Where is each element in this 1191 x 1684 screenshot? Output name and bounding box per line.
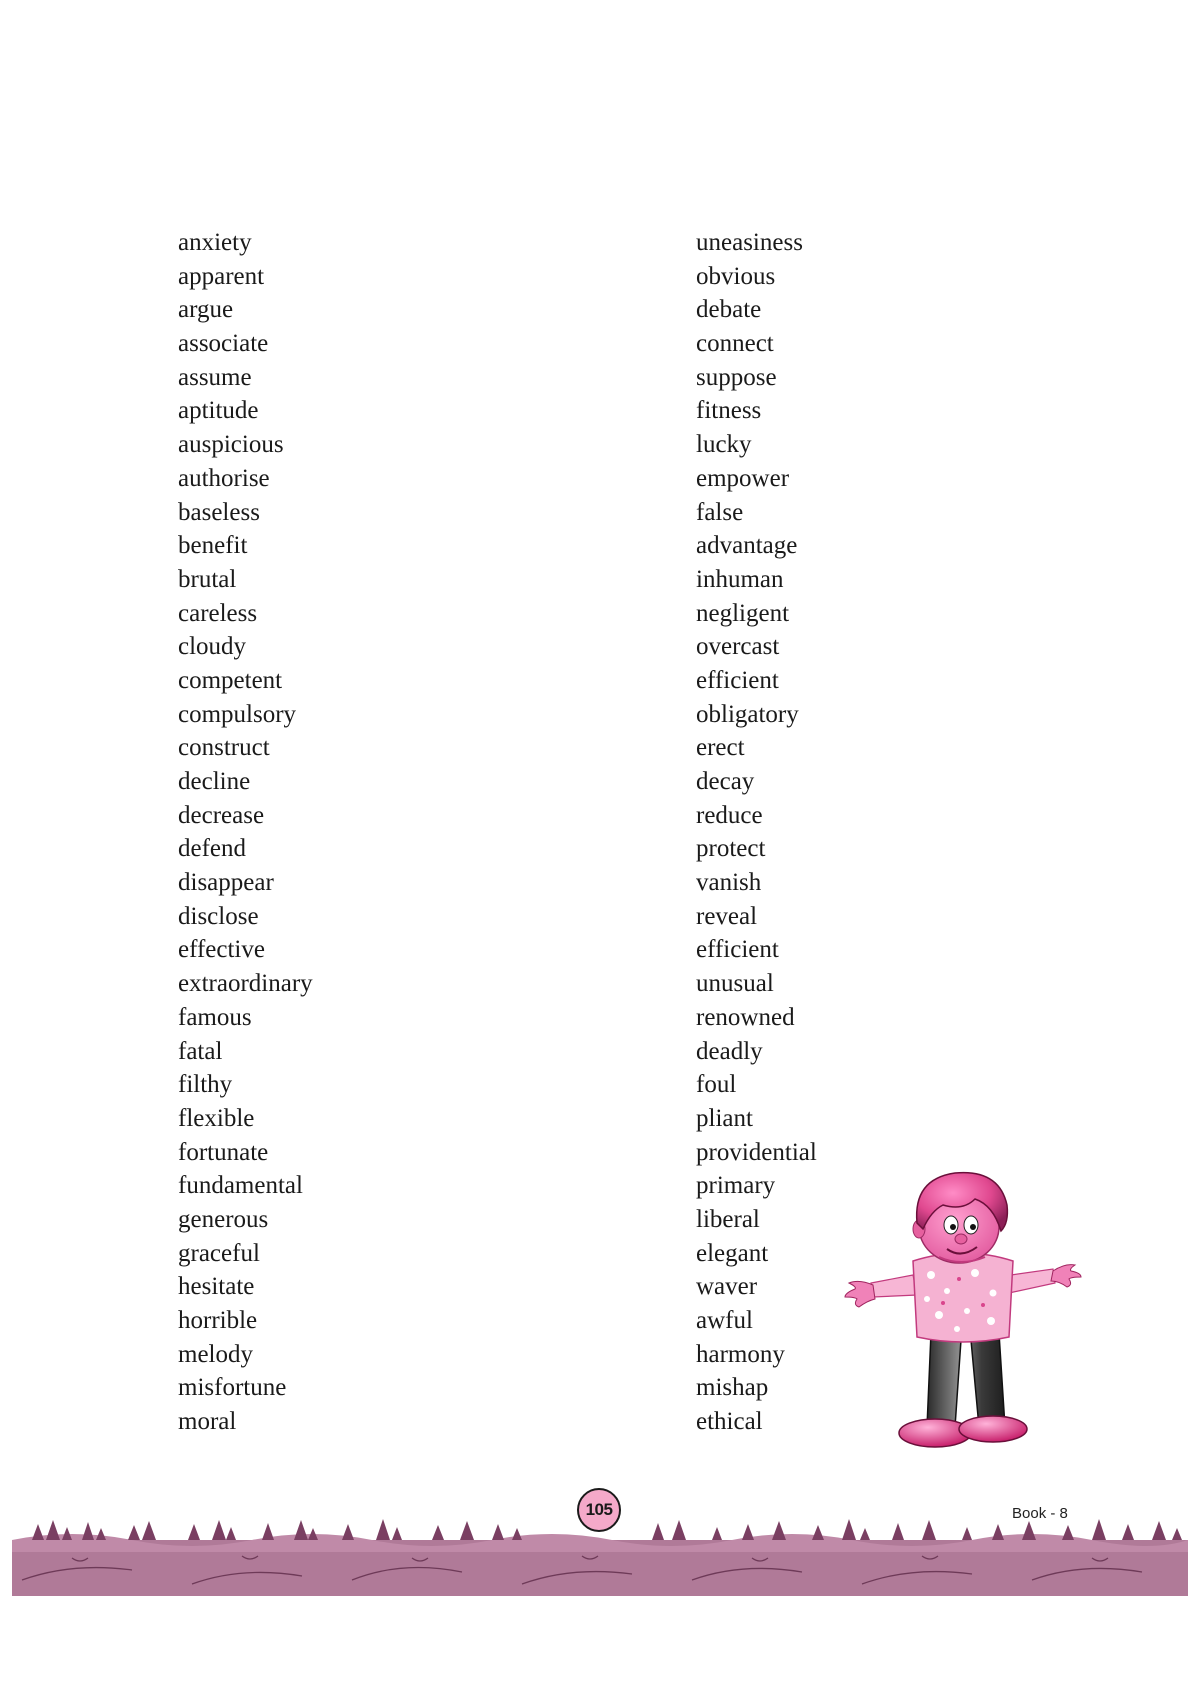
- word-entry: compulsory: [178, 700, 297, 728]
- synonym-entry: awful: [696, 1307, 753, 1334]
- synonym-entry: deadly: [696, 1037, 763, 1065]
- synonym-entry: connect: [696, 330, 774, 358]
- word-entry: argue: [178, 296, 234, 324]
- synonym-entry: overcast: [696, 633, 780, 661]
- synonym-entry: unusual: [696, 970, 774, 998]
- synonym-entry: negligent: [696, 599, 790, 627]
- synonym-entry: erect: [696, 734, 745, 762]
- synonym-entry: vanish: [696, 869, 762, 897]
- synonym-entry: waver: [696, 1273, 758, 1301]
- synonym-entry: renowned: [696, 1003, 795, 1031]
- word-column-right: [696, 226, 817, 1439]
- word-entry: anxiety: [178, 229, 252, 256]
- word-entry: baseless: [178, 498, 260, 526]
- word-entry: assume: [178, 363, 252, 391]
- synonym-entry: fitness: [696, 397, 762, 425]
- synonym-entry: pliant: [696, 1104, 753, 1132]
- synonym-entry: advantage: [696, 532, 798, 560]
- page-number: 105: [577, 1488, 621, 1532]
- word-entry: graceful: [178, 1239, 260, 1267]
- synonym-entry: obligatory: [696, 700, 799, 728]
- synonym-entry: lucky: [696, 431, 752, 459]
- synonym-entry: mishap: [696, 1374, 769, 1402]
- word-entry: extraordinary: [178, 970, 313, 998]
- word-entry: construct: [178, 734, 270, 762]
- synonym-entry: harmony: [696, 1340, 785, 1368]
- word-entry: apparent: [178, 262, 265, 290]
- word-entry: famous: [178, 1003, 252, 1031]
- synonym-entry: debate: [696, 296, 762, 324]
- synonym-entry: inhuman: [696, 565, 784, 593]
- synonym-entry: decay: [696, 768, 755, 795]
- word-entry: flexible: [178, 1104, 255, 1132]
- word-entry: defend: [178, 835, 247, 863]
- word-entry: disclose: [178, 902, 259, 930]
- word-entry: decrease: [178, 801, 265, 829]
- word-entry: disappear: [178, 869, 274, 897]
- word-entry: filthy: [178, 1071, 233, 1099]
- synonym-entry: ethical: [696, 1408, 763, 1436]
- word-entry: associate: [178, 330, 269, 358]
- word-entry: careless: [178, 599, 258, 627]
- word-entry: effective: [178, 936, 265, 964]
- synonym-entry: efficient: [696, 936, 779, 964]
- word-entry: auspicious: [178, 431, 284, 459]
- synonym-entry: suppose: [696, 363, 777, 391]
- synonym-entry: empower: [696, 464, 790, 492]
- synonym-entry: reduce: [696, 801, 763, 829]
- cartoon-boy-illustration: [843, 1165, 1083, 1455]
- word-entry: authorise: [178, 464, 270, 492]
- word-entry: decline: [178, 768, 251, 795]
- word-entry: competent: [178, 666, 283, 694]
- synonym-entry: providential: [696, 1138, 817, 1166]
- word-entry: horrible: [178, 1307, 258, 1334]
- synonym-entry: efficient: [696, 666, 779, 694]
- word-column-left: [178, 226, 313, 1439]
- word-entry: benefit: [178, 532, 248, 560]
- word-entry: aptitude: [178, 397, 259, 425]
- word-entry: moral: [178, 1408, 237, 1436]
- synonym-entry: liberal: [696, 1205, 760, 1233]
- synonym-entry: false: [696, 498, 744, 526]
- word-entry: hesitate: [178, 1273, 255, 1301]
- word-entry: melody: [178, 1340, 253, 1368]
- synonym-entry: elegant: [696, 1239, 769, 1267]
- word-entry: misfortune: [178, 1374, 287, 1402]
- word-entry: cloudy: [178, 633, 247, 661]
- synonym-entry: primary: [696, 1172, 776, 1200]
- synonym-entry: foul: [696, 1071, 737, 1099]
- synonym-entry: uneasiness: [696, 229, 803, 256]
- synonym-entry: reveal: [696, 902, 758, 930]
- word-entry: generous: [178, 1205, 269, 1233]
- word-entry: fortunate: [178, 1138, 269, 1166]
- word-entry: brutal: [178, 565, 237, 593]
- word-entry: fundamental: [178, 1172, 303, 1200]
- book-label: Book - 8: [1012, 1505, 1068, 1522]
- word-entry: fatal: [178, 1037, 223, 1065]
- synonym-entry: protect: [696, 835, 766, 863]
- synonym-entry: obvious: [696, 262, 776, 290]
